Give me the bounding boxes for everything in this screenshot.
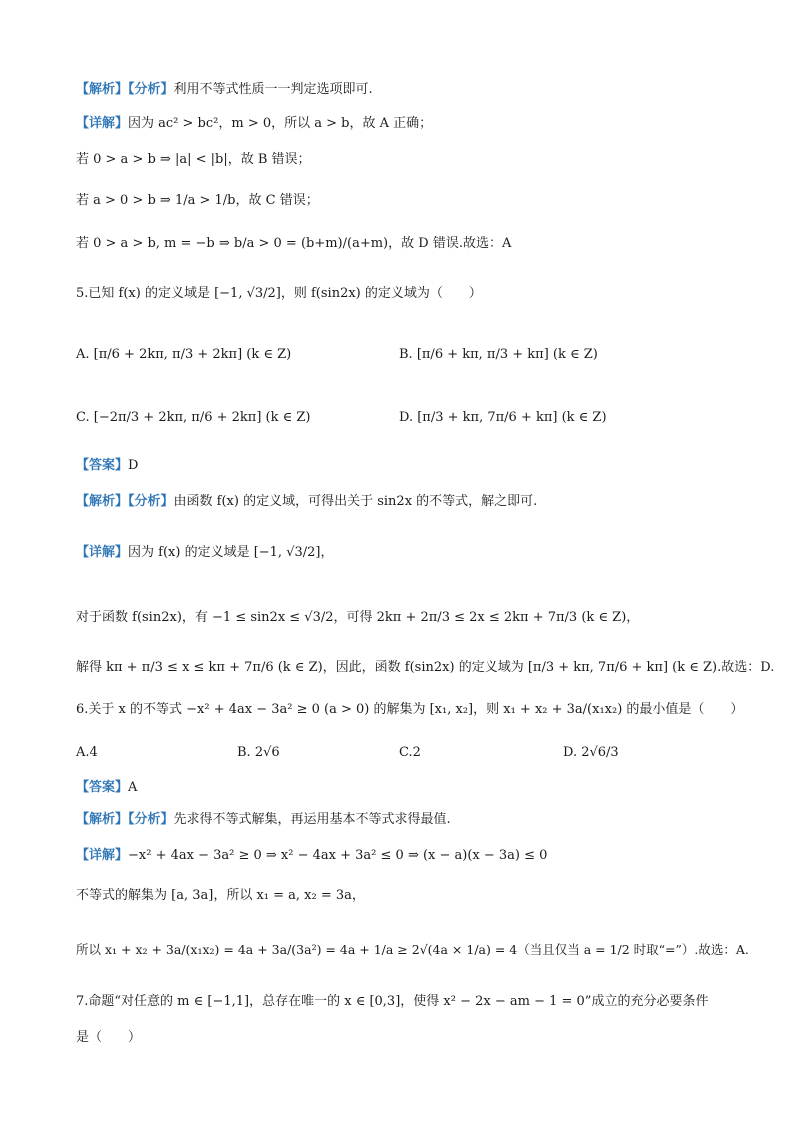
q5-detail-line-3	[76, 660, 774, 676]
analysis-tag: 【解析】	[76, 82, 129, 97]
analysis-tag: 【解析】	[76, 494, 129, 509]
q6-detail-1: −x² + 4ax − 3a² ≥ 0 ⇒ x² − 4ax + 3a² ≤ 0 ⇒ (x − a)(x − 3a) ≤ 0	[128, 848, 548, 863]
q4-detail-line-4	[76, 236, 511, 252]
q5-option-d: D. [π/3 + kπ, 7π/6 + kπ] (k ∈ Z)	[399, 410, 607, 425]
q4-detail-2: 若 0 > a > b ⇒ |a| < |b|，故 B 错误；	[76, 152, 311, 167]
q5-option-c: C. [−2π/3 + 2kπ, π/6 + 2kπ] (k ∈ Z)	[76, 410, 311, 425]
q6-analysis-line	[76, 812, 451, 828]
q5-analysis-line	[76, 494, 537, 510]
answer-tag: 【答案】	[76, 458, 129, 473]
q6-option-b: B. 2√6	[237, 745, 280, 760]
q6-detail-2: 不等式的解集为 [a, 3a]，所以 x₁ = a, x₂ = 3a，	[76, 888, 365, 903]
q6-answer: A	[128, 780, 138, 795]
q5-analysis-text: 由函数 f(x) 的定义域，可得出关于 sin2x 的不等式，解之即可.	[173, 494, 538, 509]
q6-detail-3: 所以 x₁ + x₂ + 3a/(x₁x₂) = 4a + 3a/(3a²) = 4a + 1/a ≥ 2√(4a × 1/a) = 4（当且仅当 a = 1/2 时取“=”）.故选：A.	[76, 942, 749, 957]
q4-detail-line-1	[76, 116, 432, 132]
fenxi-tag: 【分析】	[128, 82, 174, 97]
q6-detail-line-2	[76, 888, 365, 904]
q7-stem-line-2: 是（ ）	[76, 1030, 142, 1045]
q5-option-a: A. [π/6 + 2kπ, π/3 + 2kπ] (k ∈ Z)	[76, 347, 292, 362]
q4-analysis-line	[76, 82, 373, 98]
q6-option-d: D. 2√6/3	[563, 745, 619, 760]
q5-answer: D	[128, 458, 139, 473]
q5-detail-3: 解得 kπ + π/3 ≤ x ≤ kπ + 7π/6 (k ∈ Z)，因此，函数 f(sin2x) 的定义域为 [π/3 + kπ, 7π/6 + kπ] (k ∈ Z).故选：D.	[76, 660, 775, 675]
q5-detail-line-2	[76, 610, 639, 626]
q5-detail-line-1	[76, 545, 333, 561]
q4-detail-line-2	[76, 152, 311, 168]
q6-detail-line-1	[76, 848, 547, 864]
q4-detail-1: 因为 ac² > bc²，m > 0，所以 a > b，故 A 正确；	[128, 116, 433, 131]
q7-stem-line-1: 7.命题“对任意的 m ∈ [−1,1]，总存在唯一的 x ∈ [0,3]，使得 x² − 2x − am − 1 = 0”成立的充分必要条件	[76, 994, 709, 1009]
fenxi-tag: 【分析】	[128, 812, 174, 827]
detail-tag: 【详解】	[76, 545, 129, 560]
q6-detail-line-3	[76, 942, 749, 957]
analysis-tag: 【解析】	[76, 812, 129, 827]
detail-tag: 【详解】	[76, 116, 129, 131]
q6-answer-line	[76, 780, 137, 796]
detail-tag: 【详解】	[76, 848, 129, 863]
q5-detail-2: 对于函数 f(sin2x)，有 −1 ≤ sin2x ≤ √3/2，可得 2kπ + 2π/3 ≤ 2x ≤ 2kπ + 7π/3 (k ∈ Z)，	[76, 610, 640, 625]
q6-option-a: A.4	[76, 745, 98, 760]
q4-analysis-text: 利用不等式性质一一判定选项即可.	[173, 82, 373, 97]
q5-stem: 5.已知 f(x) 的定义域是 [−1, √3/2]，则 f(sin2x) 的定义域为（ ）	[76, 286, 482, 301]
q6-option-c: C.2	[399, 745, 421, 760]
q6-analysis-text: 先求得不等式解集，再运用基本不等式求得最值.	[173, 812, 451, 827]
answer-tag: 【答案】	[76, 780, 129, 795]
q4-detail-3: 若 a > 0 > b ⇒ 1/a > 1/b，故 C 错误；	[76, 193, 319, 208]
q6-stem: 6.关于 x 的不等式 −x² + 4ax − 3a² ≥ 0 (a > 0) 的解集为 [x₁, x₂]，则 x₁ + x₂ + 3a/(x₁x₂) 的最小值是（ ）	[76, 702, 744, 717]
q4-detail-4: 若 0 > a > b, m = −b ⇒ b/a > 0 = (b+m)/(a+m)，故 D 错误.故选：A	[76, 236, 512, 251]
q5-detail-1: 因为 f(x) 的定义域是 [−1, √3/2]，	[128, 545, 334, 560]
q5-option-b: B. [π/6 + kπ, π/3 + kπ] (k ∈ Z)	[399, 347, 598, 362]
q4-detail-line-3	[76, 193, 319, 209]
fenxi-tag: 【分析】	[128, 494, 174, 509]
q5-answer-line	[76, 458, 138, 474]
